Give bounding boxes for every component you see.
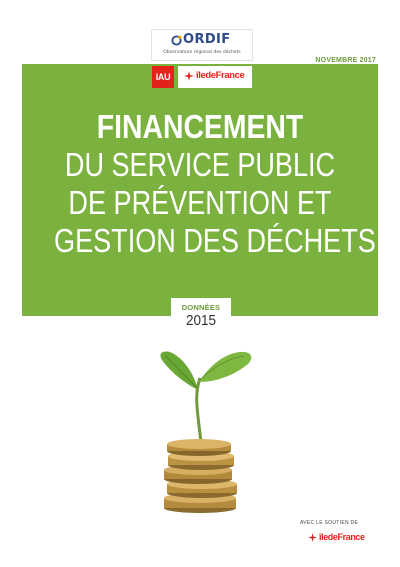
ile-de-france-star-icon bbox=[308, 533, 317, 542]
title bbox=[22, 108, 378, 260]
region-logo-text: îledeFrance bbox=[196, 70, 245, 81]
support-logo-text: îledeFrance bbox=[319, 532, 365, 542]
support-ile-de-france-logo bbox=[308, 532, 365, 542]
ile-de-france-logo bbox=[178, 66, 252, 88]
title-line-1: FINANCEMENT bbox=[96, 108, 304, 145]
ordif-tagline: Observatoire régional des déchets bbox=[163, 50, 241, 55]
title-line-2: DU SERVICE PUBLIC bbox=[64, 146, 336, 183]
ordif-logo-text: ORDIF bbox=[183, 32, 231, 47]
ile-de-france-star-icon bbox=[184, 71, 194, 81]
iau-logo: IAU bbox=[152, 66, 174, 88]
data-year-badge bbox=[171, 298, 231, 334]
title-line-4: GESTION DES DÉCHETS bbox=[54, 222, 376, 259]
data-label: DONNÉES bbox=[181, 303, 221, 312]
seedling-coins-illustration bbox=[140, 338, 260, 518]
support-label: AVEC LE SOUTIEN DE bbox=[300, 520, 359, 526]
ordif-logo bbox=[151, 29, 253, 61]
title-line-3: DE PRÉVENTION ET bbox=[68, 184, 332, 221]
ordif-logo-icon bbox=[171, 35, 182, 46]
coin-stack bbox=[164, 439, 237, 513]
leaf-left bbox=[160, 351, 198, 390]
data-year: 2015 bbox=[185, 312, 217, 329]
publication-date: NOVEMBRE 2017 bbox=[315, 57, 376, 64]
